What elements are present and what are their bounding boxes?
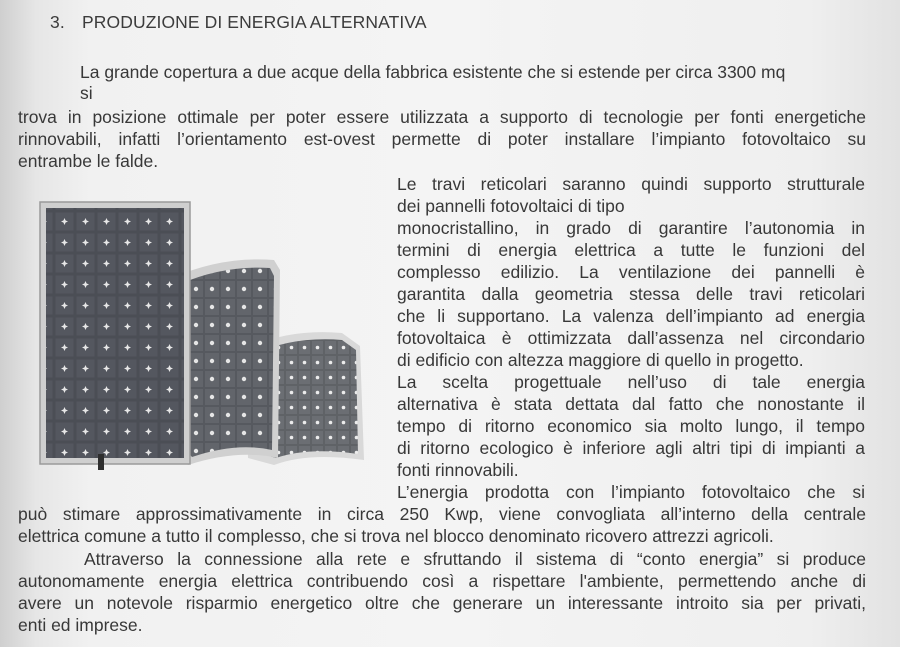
section-number: 3.: [50, 12, 65, 32]
p2-line: che li supportano. La valenza dell’impianto ad energia: [397, 306, 865, 326]
section-heading: [50, 12, 427, 33]
p2-line: fotovoltaica è ottimizzata dall’assenza nel circondario: [397, 328, 865, 348]
p2-line: monocristallino, in grado di garantire l’autonomia in: [397, 218, 865, 238]
p5-line: avere un notevole risparmio energetico oltre che generare un interessante introito sia per privati,: [18, 593, 866, 613]
p2-line: termini di energia elettrica a tutte le funzioni del: [397, 240, 865, 260]
p3-line: tempo di ritorno economico sia molto lungo, il tempo: [397, 416, 865, 436]
p3-line: La scelta progettuale nell’uso di tale energia: [397, 372, 865, 392]
p1-line: entrambe le falde.: [18, 151, 159, 171]
p4-line: può stimare approssimativamente in circa 250 Kwp, viene convogliata all’interno della centrale: [18, 504, 866, 524]
p2-line: di edificio con altezza maggiore di quello in progetto.: [397, 350, 804, 370]
section-title: PRODUZIONE DI ENERGIA ALTERNATIVA: [82, 12, 427, 32]
p2-line: Le travi reticolari saranno quindi supporto strutturale: [397, 174, 865, 194]
p5-line: autonomamente energia elettrica contribuendo così a rispettare l'ambiente, permettendo anche di: [18, 571, 866, 591]
p1-line: La grande copertura a due acque della fabbrica esistente che si estende per circa 3300 mq: [80, 62, 786, 82]
p3-line: fonti rinnovabili.: [397, 460, 519, 480]
p4-line: elettrica comune a tutto il complesso, che si trova nel blocco denominato ricovero attrezzi agricoli.: [18, 526, 774, 546]
p2-line: complesso edilizio. La ventilazione dei pannelli è: [397, 262, 865, 282]
p5-line: enti ed imprese.: [18, 615, 143, 635]
solar-panels-photo: [12, 190, 392, 475]
p2-line: dei pannelli fotovoltaici di tipo: [397, 196, 625, 216]
p1-line: trova in posizione ottimale per poter essere utilizzata a supporto di tecnologie per fonti energetiche: [18, 107, 866, 127]
p3-line: di ritorno ecologico è inferiore agli altri tipi di impianti a: [397, 438, 865, 458]
p5-line: Attraverso la connessione alla rete e sfruttando il sistema di “conto energia” si produce: [84, 549, 866, 569]
p2-line: garantita dalla geometria stessa delle travi reticolari: [397, 284, 865, 304]
p3-line: alternativa è stata dettata dal fatto che nonostante il: [397, 394, 865, 414]
p4-line: L’energia prodotta con l’impianto fotovoltaico che si: [397, 482, 865, 502]
p1-line: si: [80, 83, 93, 103]
p1-line: rinnovabili, infatti l’orientamento est-ovest permette di poter installare l’impianto fotovoltaico su: [18, 129, 866, 149]
